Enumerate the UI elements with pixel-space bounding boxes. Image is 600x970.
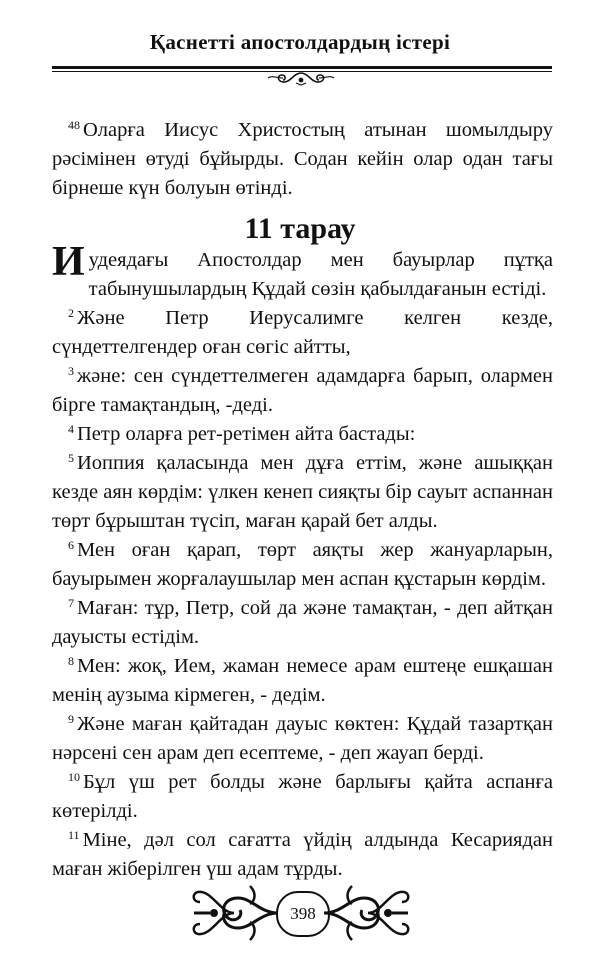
verse-5 <box>52 449 553 536</box>
verse-9 <box>52 710 553 768</box>
footer-ornament-right-icon <box>322 878 412 948</box>
verse-number: 10 <box>68 770 80 784</box>
verse-text: удеядағы Апостолдар мен бауырлар пұтқа табынушылардың Құдай сөзін қабылдағанын естіді. <box>88 249 553 300</box>
verse-3 <box>52 362 553 420</box>
verse-text: Мен: жоқ, Ием, жаман немесе арам ештеңе ешқашан менің аузыма кірмеген, - дедім. <box>52 655 553 706</box>
verse-2 <box>52 304 553 362</box>
drop-cap: И <box>52 239 85 285</box>
verse-number: 7 <box>68 596 74 610</box>
verse-text: Бұл үш рет болды және барлығы қайта аспанға көтерілді. <box>52 771 553 822</box>
verse-number: 11 <box>68 828 80 842</box>
verse-text: және: сен сүндеттелмеген адамдарға барып, олармен бірге тамақтандың, -деді. <box>52 365 553 416</box>
verse-number: 8 <box>68 654 74 668</box>
verse-text: Және маған қайтадан дауыс көктен: Құдай тазартқан нәрсені сен арам деп есептеме, - деп жауап берді. <box>52 713 553 764</box>
chapter-body <box>52 239 553 884</box>
verse-number: 4 <box>68 422 74 436</box>
running-header: Қаснетті апостолдардың істері <box>149 30 451 54</box>
verse-8 <box>52 652 553 710</box>
verse-48 <box>52 116 553 203</box>
verse-10 <box>52 768 553 826</box>
verse-number: 5 <box>68 451 74 465</box>
verse-6 <box>52 536 553 594</box>
verse-text: Және Петр Иерусалимге келген кезде, сүндеттелгендер оған сөгіс айтты, <box>52 307 553 358</box>
verse-7 <box>52 594 553 652</box>
verse-text: Маған: тұр, Петр, сой да және тамақтан, - деп айтқан дауысты естідім. <box>52 597 553 648</box>
chapter-title: 11 тарау <box>244 212 356 245</box>
page-number: 398 <box>276 891 330 937</box>
verse-text: Оларға Иисус Христостың атынан шомылдыру рәсімінен өтуді бұйырды. Содан кейін олар одан тағы бірнеше күн болуын өтінді. <box>52 119 553 199</box>
verse-number: 6 <box>68 538 74 552</box>
verse-number: 9 <box>68 712 74 726</box>
verse-11 <box>52 826 553 884</box>
footer-ornament-left-icon <box>190 878 280 948</box>
page-footer <box>0 878 600 948</box>
verse-text: Иоппия қаласында мен дұға еттім, және ашыққан кезде аян көрдім: үлкен кенеп сияқты бір сауыт аспаннан төрт бұрыштан түсіп, маған қарай бет алды. <box>52 452 553 532</box>
verse-text: Міне, дәл сол сағатта үйдің алдында Кесариядан маған жіберілген үш адам тұрды. <box>52 829 553 880</box>
verse-number: 48 <box>68 118 80 132</box>
header-rule-thick <box>52 66 552 69</box>
verse-1 <box>52 239 553 304</box>
verse-number: 2 <box>68 306 74 320</box>
verse-text: Мен оған қарап, төрт аяқты жер жануарларын, бауырымен жорғалаушылар мен аспан құстарын көрдім. <box>52 539 553 590</box>
header-ornament-icon <box>266 70 336 86</box>
verse-text: Петр оларға рет-ретімен айта бастады: <box>77 423 416 445</box>
verse-48-block <box>52 116 553 203</box>
verse-number: 3 <box>68 364 74 378</box>
verse-4 <box>52 420 553 449</box>
